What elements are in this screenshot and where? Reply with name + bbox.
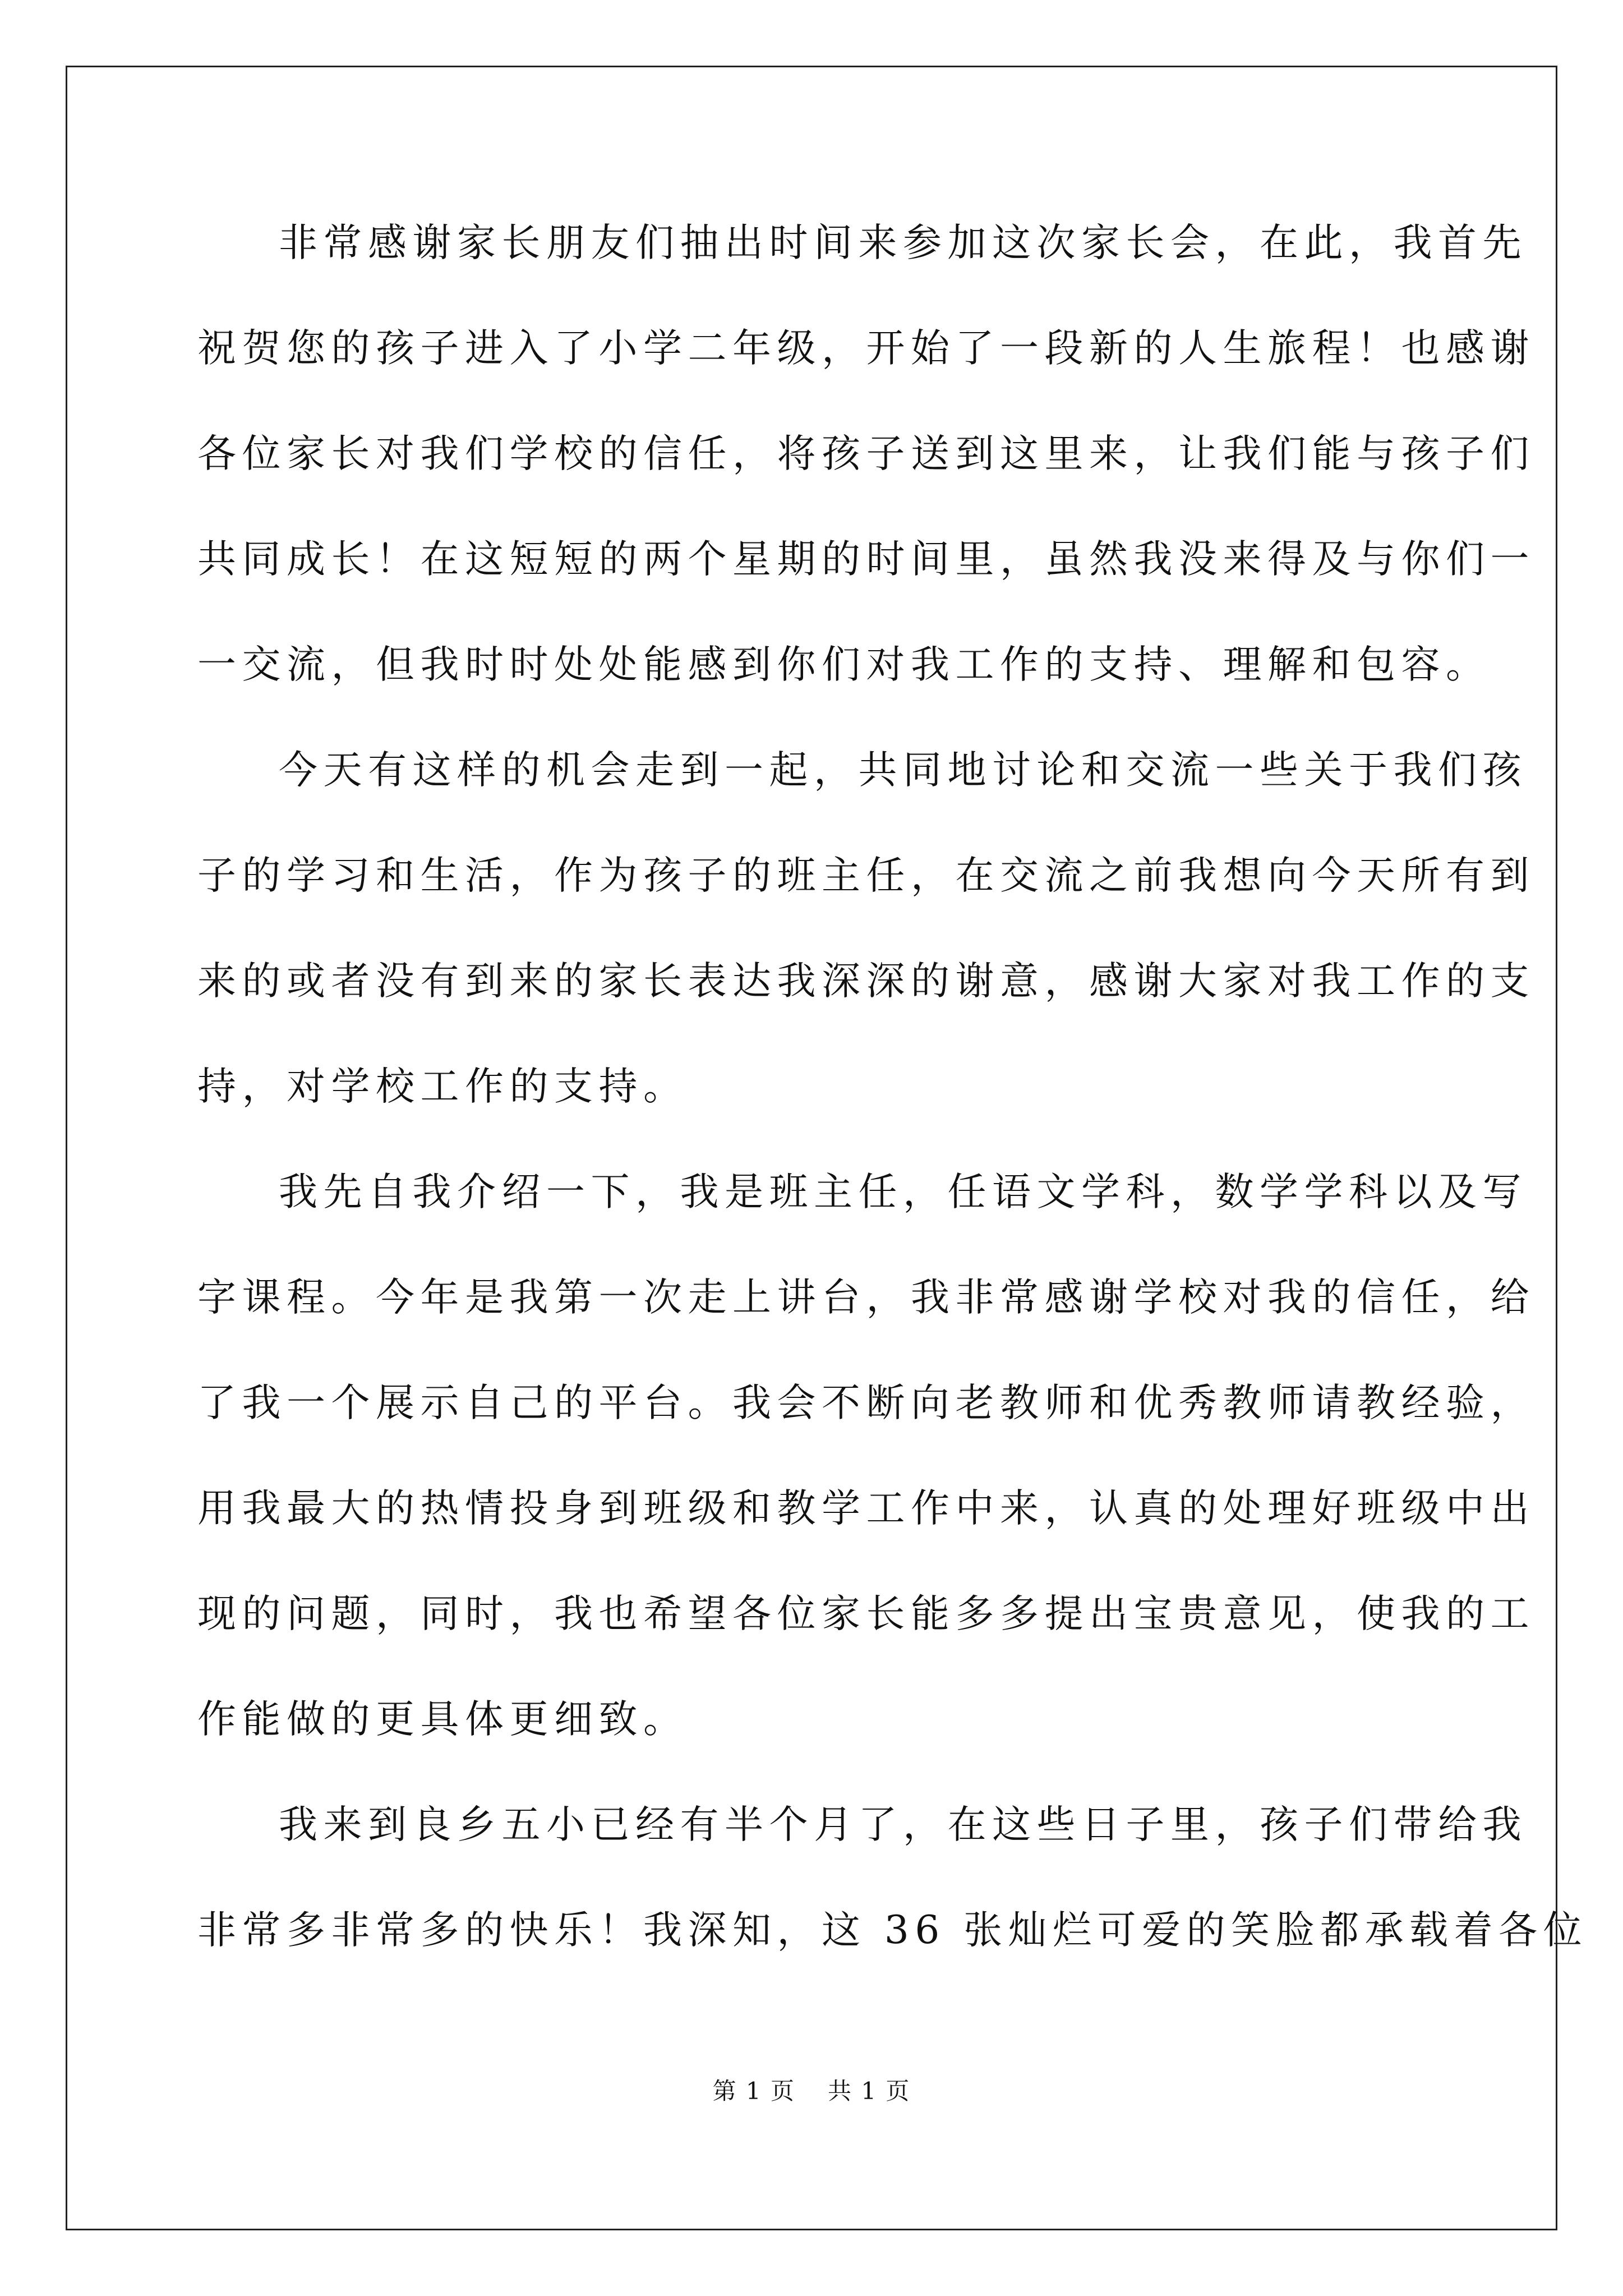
paragraph-2-line-1: 今天有这样的机会走到一起，共同地讨论和交流一些关于我们孩 [279, 748, 1527, 793]
paragraph-1-line-3: 各位家长对我们学校的信任，将孩子送到这里来，让我们能与孩子们 [197, 431, 1535, 476]
paragraph-1-line-2: 祝贺您的孩子进入了小学二年级，开始了一段新的人生旅程！也感谢 [197, 326, 1535, 371]
paragraph-3-line-3: 了我一个展示自己的平台。我会不断向老教师和优秀教师请教经验， [197, 1381, 1535, 1425]
paragraph-3-line-2: 字课程。今年是我第一次走上讲台，我非常感谢学校对我的信任，给 [197, 1275, 1535, 1320]
document-body [197, 216, 1588, 2009]
paragraph-4-line-2: 非常多非常多的快乐！我深知，这 36 张灿烂可爱的笑脸都承载着各位 [197, 1908, 1588, 1953]
page-footer [0, 2076, 1623, 2107]
paragraph-3-line-4: 用我最大的热情投身到班级和教学工作中来，认真的处理好班级中出 [197, 1486, 1535, 1531]
paragraph-1-line-4: 共同成长！在这短短的两个星期的时间里，虽然我没来得及与你们一 [197, 537, 1535, 582]
paragraph-3-line-5: 现的问题，同时，我也希望各位家长能多多提出宝贵意见，使我的工 [197, 1591, 1535, 1636]
paragraph-3-line-6: 作能做的更具体更细致。 [197, 1697, 688, 1742]
paragraph-1-line-5: 一交流，但我时时处处能感到你们对我工作的支持、理解和包容。 [197, 642, 1491, 687]
page-number-total: 共 1 页 [828, 2077, 911, 2105]
paragraph-3-line-1: 我先自我介绍一下，我是班主任，任语文学科，数学学科以及写 [279, 1170, 1527, 1214]
paragraph-2-line-2: 子的学习和生活，作为孩子的班主任，在交流之前我想向今天所有到 [197, 853, 1535, 898]
paragraph-1-line-1: 非常感谢家长朋友们抽出时间来参加这次家长会，在此，我首先 [279, 220, 1527, 265]
paragraph-2-line-4: 持，对学校工作的支持。 [197, 1064, 688, 1109]
paragraph-4-line-1: 我来到良乡五小已经有半个月了，在这些日子里，孩子们带给我 [279, 1802, 1527, 1847]
page-number-current: 第 1 页 [712, 2077, 795, 2105]
paragraph-2-line-3: 来的或者没有到来的家长表达我深深的谢意，感谢大家对我工作的支 [197, 959, 1535, 1004]
